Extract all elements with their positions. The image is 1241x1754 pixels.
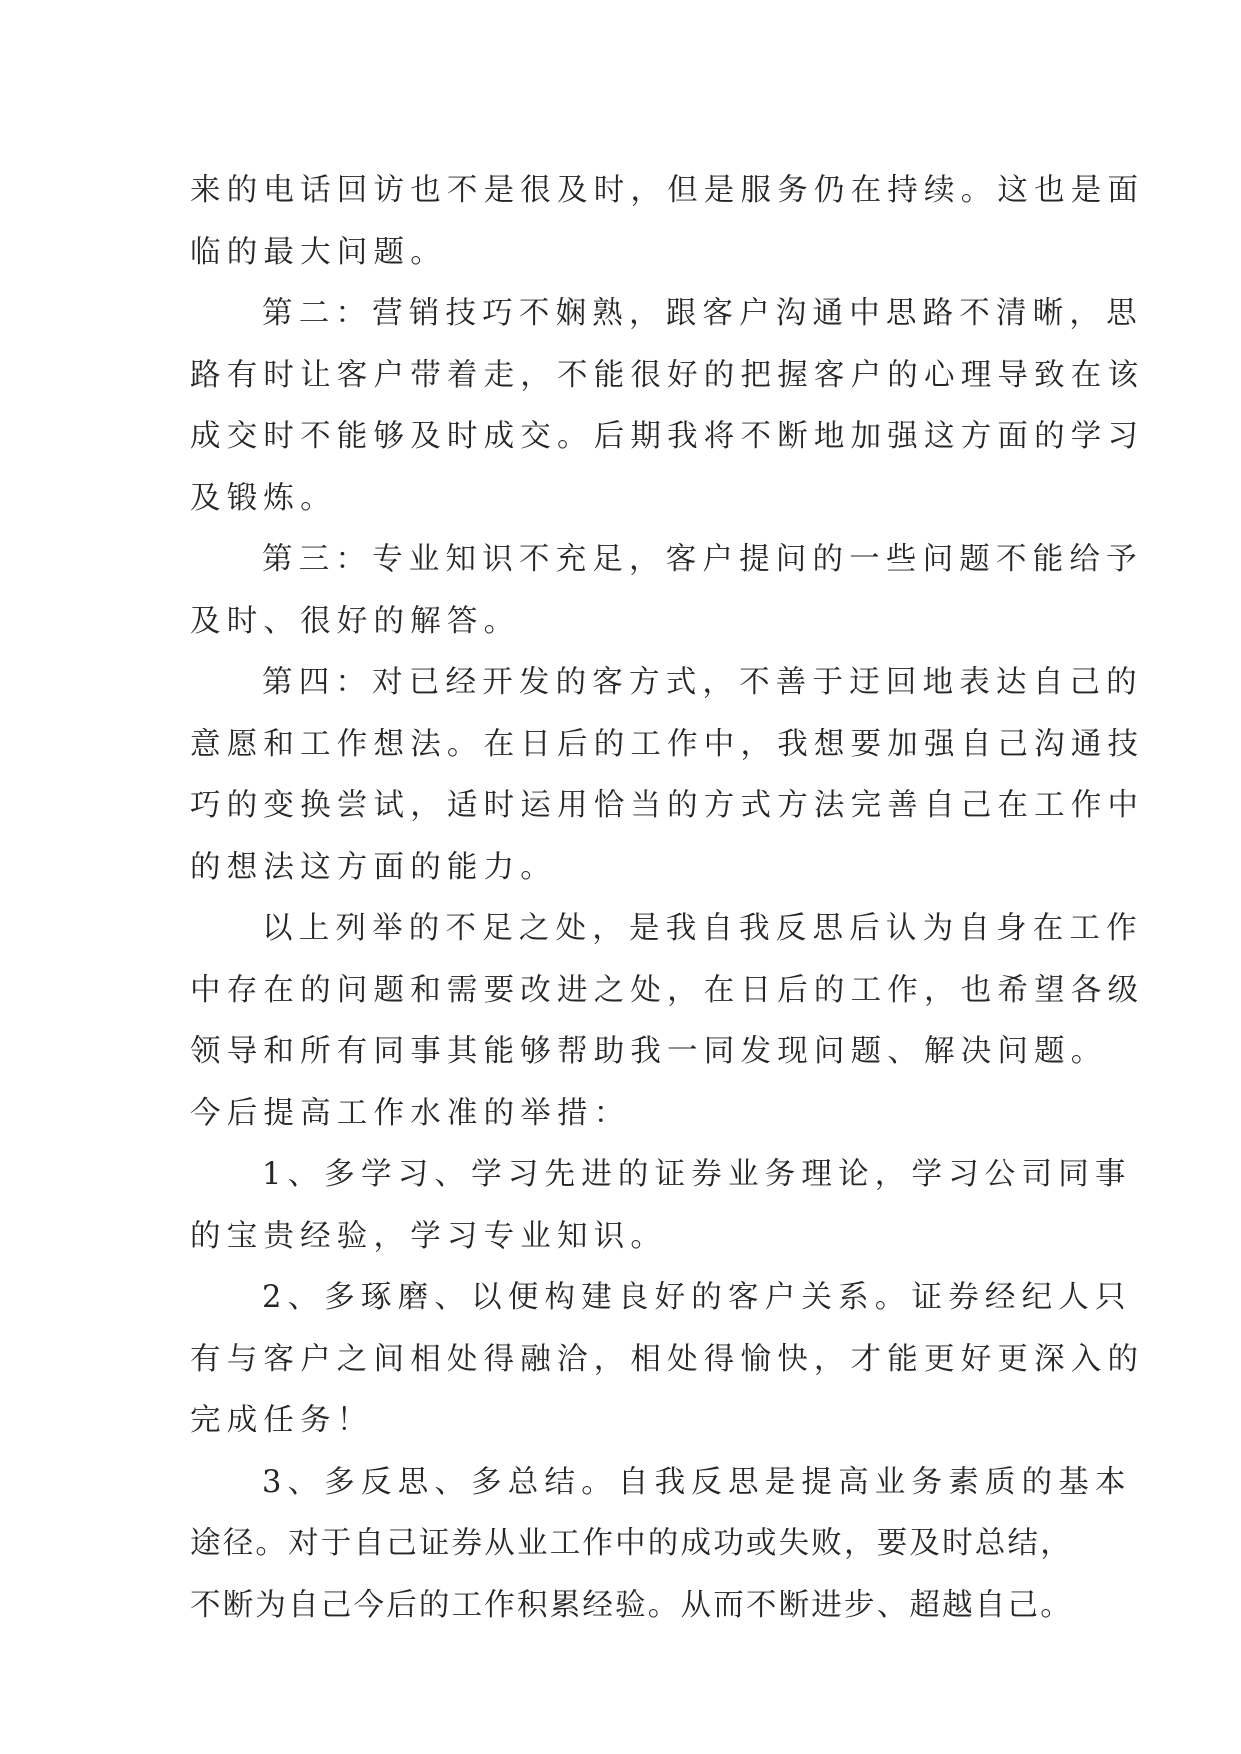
list-item-2 — [190, 1267, 1145, 1452]
paragraph-third-point — [190, 529, 1143, 652]
paragraph-fourth-point — [190, 652, 1145, 898]
section-heading-improvement-measures — [190, 1083, 1060, 1145]
text-line: 今后提高工作水准的举措： — [190, 1095, 631, 1131]
text-line: 领导和所有同事其能够帮助我一同发现问题、解决问题。 — [190, 1034, 1108, 1069]
text-line: 来的电话回访也不是很及时，但是服务仍在持续。这也是面 — [190, 173, 1145, 208]
paragraph-second-point — [190, 283, 1145, 529]
text-line: 途径。对于自己证券从业工作中的成功或失败，要及时总结， — [190, 1526, 1073, 1561]
text-line: 完成任务！ — [190, 1403, 374, 1438]
text-line: 3、多反思、多总结。自我反思是提高业务素质的基本 — [262, 1464, 1132, 1500]
document-body — [190, 160, 1145, 1636]
text-line: 中存在的问题和需要改进之处，在日后的工作，也希望各级 — [190, 972, 1145, 1008]
text-line: 巧的变换尝试，适时运用恰当的方式方法完善自己在工作中 — [190, 788, 1145, 823]
list-item-3 — [190, 1452, 1132, 1637]
paragraph-shortcomings-summary — [190, 898, 1145, 1083]
text-line: 的宝贵经验，学习专业知识。 — [190, 1218, 668, 1254]
text-line: 第四：对已经开发的客方式，不善于迂回地表达自己的 — [262, 665, 1143, 700]
text-line: 以上列举的不足之处，是我自我反思后认为自身在工作 — [262, 911, 1143, 946]
text-line: 及时、很好的解答。 — [190, 603, 521, 639]
text-line: 第二：营销技巧不娴熟，跟客户沟通中思路不清晰，思 — [262, 296, 1143, 331]
text-line: 有与客户之间相处得融洽，相处得愉快，才能更好更深入的 — [190, 1341, 1145, 1377]
text-line: 不断为自己今后的工作积累经验。从而不断进步、超越自己。 — [190, 1587, 1073, 1623]
text-line: 意愿和工作想法。在日后的工作中，我想要加强自己沟通技 — [190, 726, 1145, 762]
list-item-1 — [190, 1144, 1132, 1267]
text-line: 路有时让客户带着走，不能很好的把握客户的心理导致在该 — [190, 357, 1145, 393]
text-line: 第三：专业知识不充足，客户提问的一些问题不能给予 — [262, 542, 1143, 577]
text-line: 1、多学习、学习先进的证券业务理论，学习公司同事 — [262, 1157, 1132, 1192]
text-line: 的想法这方面的能力。 — [190, 849, 557, 885]
paragraph-phone-followup — [190, 160, 1145, 283]
text-line: 及锻炼。 — [190, 480, 337, 516]
text-line: 2、多琢磨、以便构建良好的客户关系。证券经纪人只 — [262, 1280, 1132, 1315]
text-line: 成交时不能够及时成交。后期我将不断地加强这方面的学习 — [190, 419, 1145, 454]
text-line: 临的最大问题。 — [190, 234, 447, 270]
